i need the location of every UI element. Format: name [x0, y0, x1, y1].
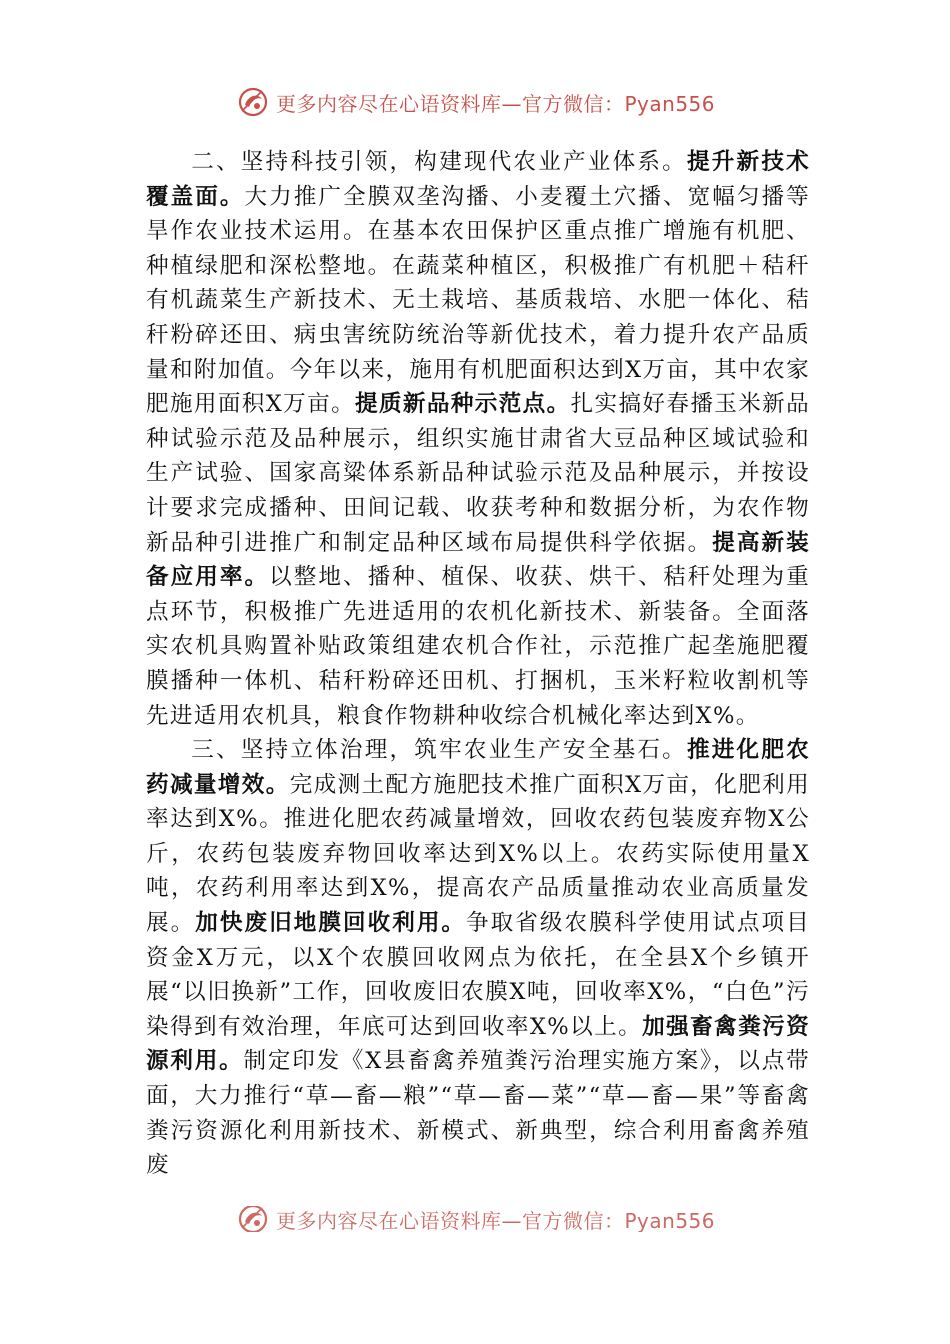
watermark-top: [236, 84, 715, 120]
keyphrase-film-recycling: 加快废旧地膜回收利用。: [195, 910, 467, 937]
document-body: [146, 145, 810, 1183]
keyphrase-new-varieties: 提质新品种示范点。: [355, 391, 571, 418]
section-3-paragraph: [146, 733, 810, 1183]
keyphrase-fertilizer-reduction: 推进化肥农药减量增效。: [146, 737, 810, 798]
body-text: 大力推广全膜双垄沟播、小麦覆土穴播、宽幅匀播等旱作农业技术运用。在基本农田保护区重点推广增施有机肥、种植绿肥和深松整地。在蔬菜种植区，积极推广有机肥＋秸秆有机蔬菜生产新技术、无土栽培、基质栽培、水肥一体化、秸秆粉碎还田、病虫害统防统治等新优技术，着力提升农产品质量和附加值。今年以来，施用有机肥面积达到X万亩，其中农家肥施用面积X万亩。: [146, 183, 810, 418]
watermark-logo-icon: [236, 85, 270, 119]
watermark-text: 更多内容尽在心语资料库—官方微信：Pyan556: [276, 1208, 716, 1232]
body-text: 制定印发《X县畜禽养殖粪污治理实施方案》，以点带面，大力推行“草—畜—粮”“草—畜—菜”“草—畜—果”等畜禽粪污资源化利用新技术、新模式、新典型，综合利用畜禽养殖废: [146, 1048, 810, 1179]
section-3-heading: 三、坚持立体治理，筑牢农业生产安全基石。: [191, 737, 687, 764]
keyphrase-new-equipment: 提高新装备应用率。: [146, 529, 811, 591]
keyphrase-manure-utilization: 加强畜禽粪污资源利用。: [146, 1013, 810, 1075]
body-text: 以整地、播种、植保、收获、烘干、秸秆处理为重点环节，积极推广先进适用的农机化新技术、新装备。全面落实农机具购置补贴政策组建农机合作社，示范推广起垄施肥覆膜播种一体机、秸秆粉碎还田机、打捆机，玉米籽粒收割机等先进适用农机具，粮食作物耕种收综合机械化率达到X%。: [146, 564, 811, 729]
body-text: 扎实搞好春播玉米新品种试验示范及品种展示，组织实施甘肃省大豆品种区域试验和生产试验、国家高粱体系新品种试验示范及品种展示，并按设计要求完成播种、田间记载、收获考种和数据分析，为农作物新品种引进推广和制定品种区域布局提供科学依据。: [146, 391, 811, 556]
body-text: 完成测土配方施肥技术推广面积X万亩，化肥利用率达到X%。推进化肥农药减量增效，回收农药包装废弃物X公斤，农药包装废弃物回收率达到X%以上。农药实际使用量X吨，农药利用率达到X%，提高农产品质量推动农业高质量发展。: [146, 771, 810, 937]
section-2-heading: 二、坚持科技引领，构建现代农业产业体系。: [191, 149, 687, 175]
watermark-text: 更多内容尽在心语资料库—官方微信：Pyan556: [276, 91, 716, 116]
body-text: 争取省级农膜科学使用试点项目资金X万元，以X个农膜回收网点为依托，在全县X个乡镇开展“以旧换新”工作，回收废旧农膜X吨，回收率X%，“白色”污染得到有效治理，年底可达到回收率X%以上。: [146, 910, 810, 1040]
section-2-paragraph: [146, 145, 810, 733]
watermark-bottom: [236, 1206, 715, 1232]
watermark-logo-icon: [236, 1206, 270, 1232]
keyphrase-new-tech: 提升新技术覆盖面。: [146, 149, 810, 210]
